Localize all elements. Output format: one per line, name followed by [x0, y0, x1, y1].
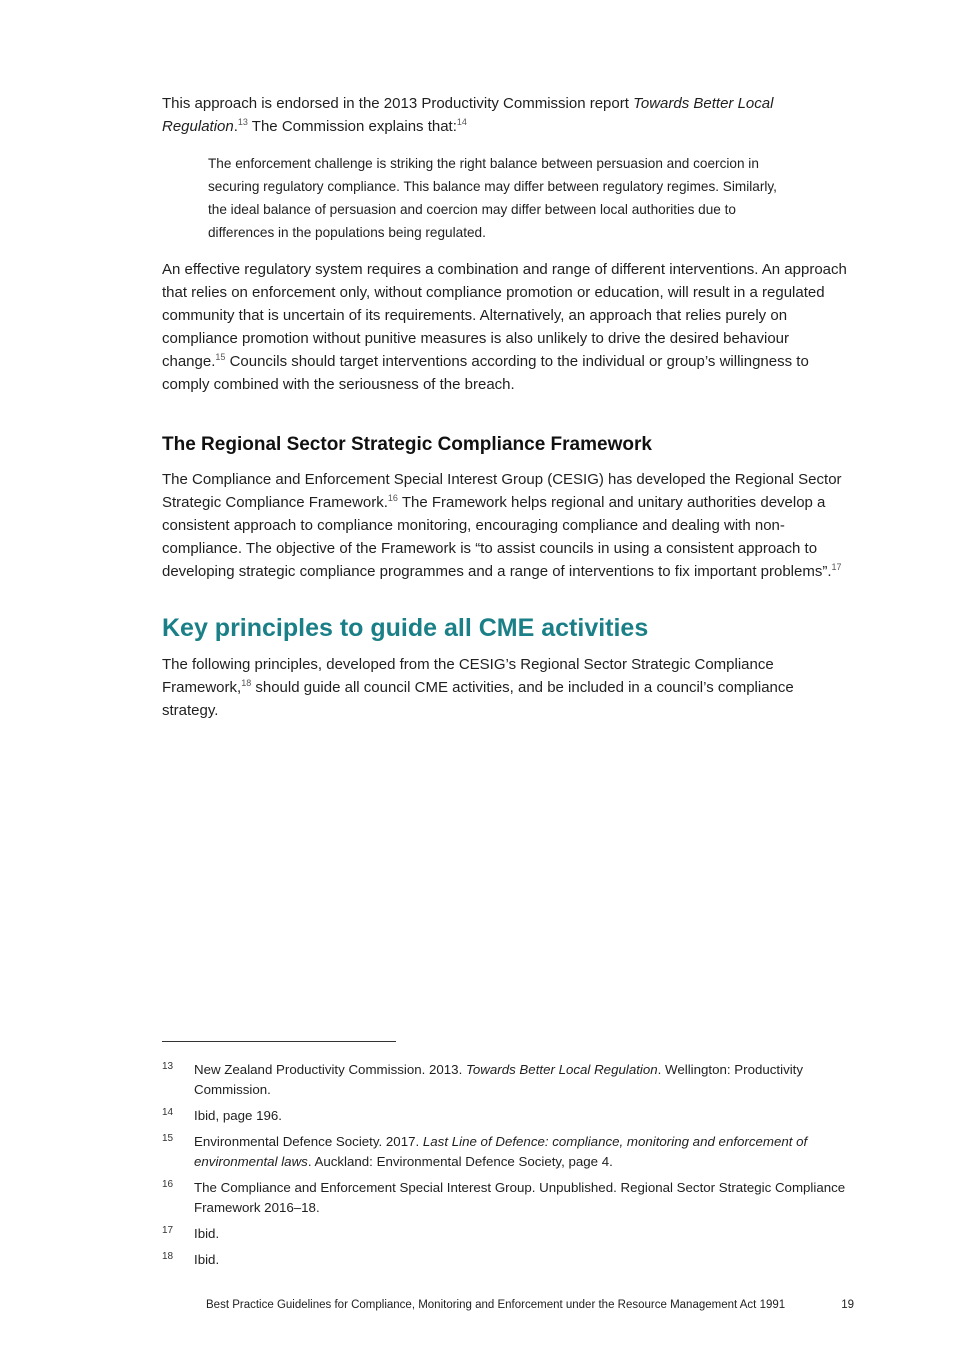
para3-text-2: should guide all council CME activities, and be included in a council’s compliance strategy. [162, 679, 794, 719]
footnote-item [162, 1060, 854, 1100]
principles-paragraph [162, 653, 854, 722]
intro-paragraph [162, 92, 854, 138]
para3-text: The following principles, developed from the CESIG’s Regional Sector Strategic Compliance Framework, [162, 656, 774, 696]
section-heading: The Regional Sector Strategic Compliance Framework [162, 434, 652, 455]
footnote-ref-18[interactable]: 18 [241, 678, 252, 688]
footnote-text: The Compliance and Enforcement Special Interest Group. Unpublished. Regional Sector Strategic Compliance Framework 2016–18. [194, 1180, 846, 1215]
interventions-paragraph [162, 258, 854, 396]
body-content [162, 92, 854, 722]
footnote-text: Environmental Defence Society. 2017. Last Line of Defence: compliance, monitoring and enforcement of environmental laws. Auckland: Environmental Defence Society, page 4. [194, 1134, 808, 1169]
footnote-text: Ibid. [194, 1252, 220, 1267]
footnote-item [162, 1106, 854, 1126]
footer-title: Best Practice Guidelines for Compliance, Monitoring and Enforcement under the Resource Management Act 1991 [206, 1299, 786, 1311]
footnote-ref-15[interactable]: 15 [215, 352, 226, 362]
page-number: 19 [841, 1299, 854, 1311]
intro-period: . [233, 118, 238, 135]
footnote-ref-14[interactable]: 14 [456, 117, 467, 127]
para1-text: An effective regulatory system requires a combination and range of different interventions. An approach that relies on enforcement only, without compliance promotion or education, will result in a regulated community that is uncertain of its requirements. Alternatively, an approach that relies purely on compliance promotion without punitive measures is also unlikely to drive the desired behaviour change. [162, 261, 847, 370]
footnote-divider [162, 1041, 396, 1042]
footnote-number: 14 [162, 1107, 174, 1118]
footnote-number: 13 [162, 1061, 174, 1072]
footnotes [162, 1060, 854, 1276]
report-title: Towards Better Local Regulation [162, 95, 774, 135]
footnote-ref-17[interactable]: 17 [831, 562, 842, 572]
para2-text: The Compliance and Enforcement Special Interest Group (CESIG) has developed the Regional Sector Strategic Compliance Framework. [162, 471, 842, 511]
footnote-item [162, 1224, 854, 1244]
footnote-item [162, 1178, 854, 1218]
block-quote: The enforcement challenge is striking the right balance between persuasion and coercion in securing regulatory compliance. This balance may differ between regulatory regimes. Similarly, the ideal balance of persuasion and coercion may differ between local authorities due to differences in the populations being regulated. [208, 156, 777, 240]
footnote-number: 18 [162, 1251, 174, 1262]
footnote-number: 15 [162, 1133, 174, 1144]
footnote-item [162, 1250, 854, 1270]
framework-paragraph [162, 468, 854, 583]
footnote-text: New Zealand Productivity Commission. 2013. Towards Better Local Regulation. Wellington: Productivity Commission. [194, 1062, 804, 1097]
footnote-text: Ibid, page 196. [194, 1108, 282, 1123]
footnote-text: Ibid. [194, 1226, 220, 1241]
footnote-ref-16[interactable]: 16 [387, 493, 398, 503]
intro-text-2: The Commission explains that: [247, 118, 457, 135]
para1-text-2: Councils should target interventions according to the individual or group’s willingness to comply combined with the seriousness of the breach. [162, 353, 809, 393]
footnote-number: 16 [162, 1179, 174, 1190]
page-footer [206, 1296, 854, 1314]
footnote-number: 17 [162, 1225, 174, 1236]
footnote-ref-13[interactable]: 13 [237, 117, 248, 127]
intro-text: This approach is endorsed in the 2013 Productivity Commission report [162, 95, 634, 112]
footnote-item [162, 1132, 854, 1172]
para2-text-2: The Framework helps regional and unitary authorities develop a consistent approach to compliance monitoring, encouraging compliance and dealing with non-compliance. The objective of the Framework is “to assist councils in using a consistent approach to developing strategic compliance programmes and a range of interventions to fix important problems”. [162, 494, 832, 580]
main-heading: Key principles to guide all CME activities [162, 614, 649, 642]
